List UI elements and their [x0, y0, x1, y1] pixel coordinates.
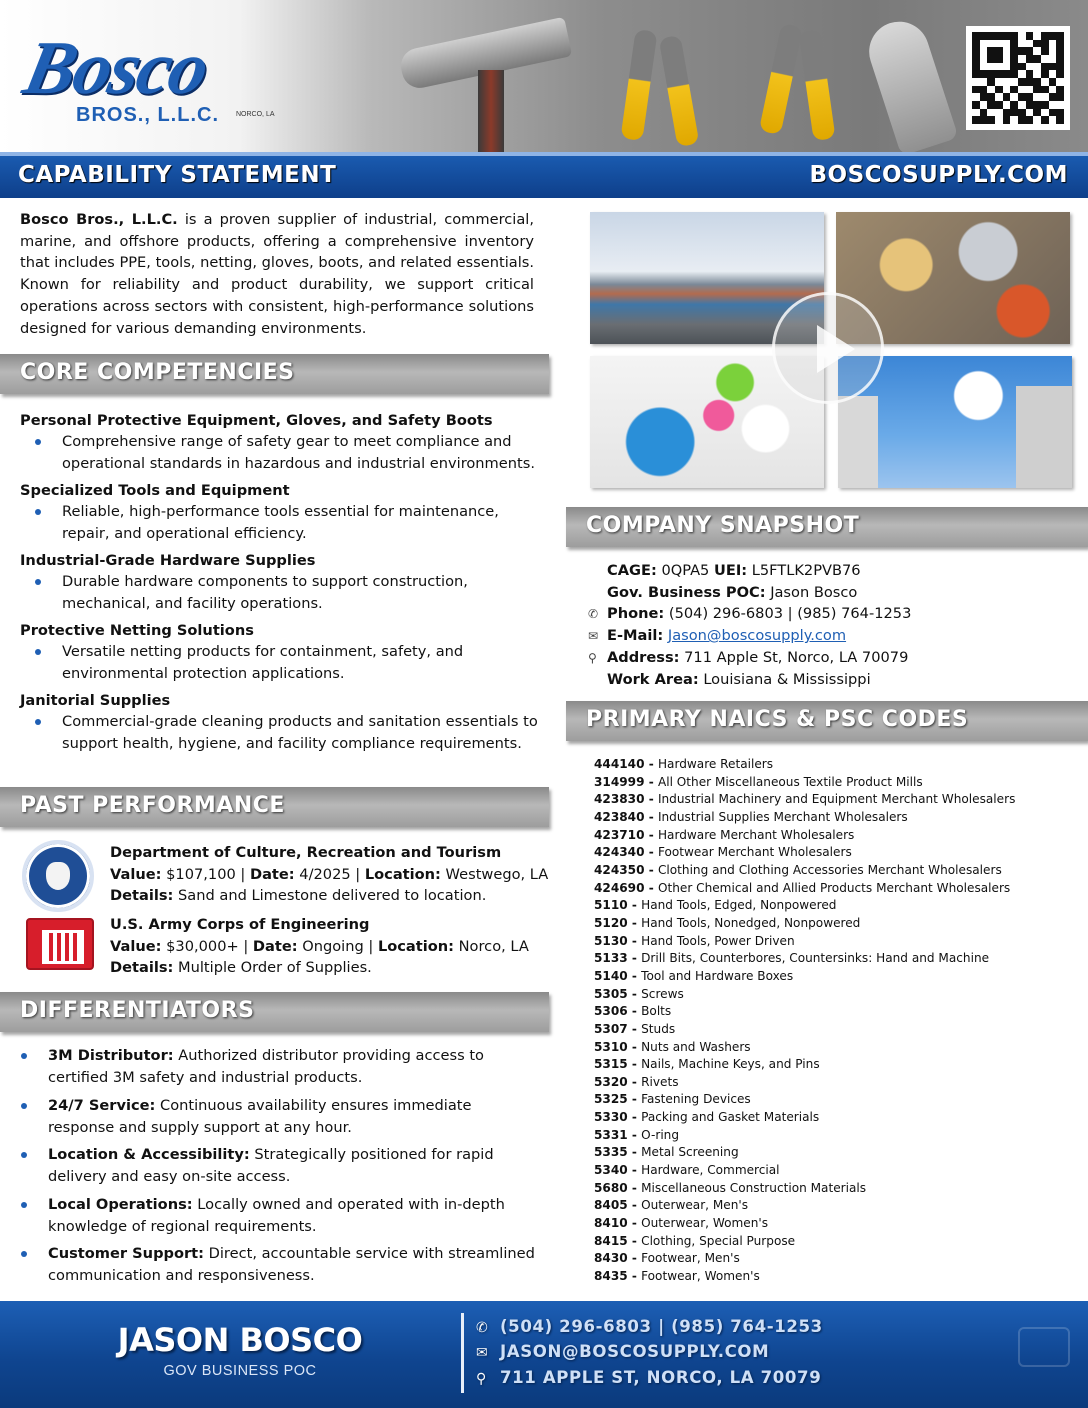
list-item — [20, 550, 540, 615]
company-snapshot-heading — [566, 507, 1088, 547]
section-title: PRIMARY NAICS & PSC CODES — [586, 707, 969, 732]
plier-image — [759, 23, 803, 135]
list-item: 5306 - Bolts — [594, 1004, 672, 1019]
list-item: 8415 - Clothing, Special Purpose — [594, 1233, 796, 1248]
footer-address: ⚲ 711 APPLE ST, NORCO, LA 70079 — [476, 1368, 822, 1387]
list-item: 5340 - Hardware, Commercial — [594, 1163, 780, 1178]
list-item: 5320 - Rivets — [594, 1074, 679, 1089]
army-corps-castle-icon — [26, 918, 94, 970]
address-line: ⚲ Address: 711 Apple St, Norco, LA 70079 — [588, 648, 909, 666]
phone-line: ✆ Phone: (504) 296-6803 | (985) 764-1253 — [588, 605, 912, 623]
list-item: 424340 - Footwear Merchant Wholesalers — [594, 845, 852, 860]
list-item — [20, 480, 540, 545]
list-item — [20, 620, 540, 685]
competency-description: Versatile netting products for containment, safety, and environmental protection applications. — [20, 641, 540, 685]
competency-description: Commercial-grade cleaning products and sanitation essentials to support health, hygiene, and facility compliance requirements. — [20, 711, 540, 755]
list-item: 314999 - All Other Miscellaneous Textile Product Mills — [594, 774, 923, 789]
email-icon: ✉ — [476, 1345, 489, 1361]
list-item: 5330 - Packing and Gasket Materials — [594, 1110, 820, 1125]
phone-icon: ✆ — [476, 1320, 489, 1336]
cage-uei: CAGE: 0QPA5 UEI: L5FTLK2PVB76 — [607, 562, 861, 579]
list-item: Local Operations: Locally owned and operated with in-depth knowledge of regional requirements. — [20, 1194, 540, 1238]
location-pin-icon: ⚲ — [588, 650, 597, 665]
certification-badge-icon — [1018, 1327, 1070, 1367]
section-title: CORE COMPETENCIES — [20, 360, 295, 385]
email-line: ✉ E-Mail: Jason@boscosupply.com — [588, 627, 847, 645]
gov-poc: Gov. Business POC: Jason Bosco — [607, 583, 858, 601]
plier-image — [798, 29, 835, 141]
plier-image — [620, 29, 657, 141]
past-performance-list — [20, 842, 550, 986]
list-item — [20, 914, 550, 986]
list-item: 5130 - Hand Tools, Power Driven — [594, 933, 795, 948]
list-item — [20, 410, 540, 475]
section-title: DIFFERENTIATORS — [20, 998, 255, 1023]
intro-text: is a proven supplier of industrial, commercial, marine, and offshore products, offering a comprehensive inventory that includes PPE, tools, netting, gloves, boots, and related essentials. Known for reliability and product durability, we support critical operations across sectors with consistent, high-performance solutions designed for various demanding environments. — [20, 211, 534, 337]
intro-company-name: Bosco Bros., L.L.C. — [20, 211, 178, 228]
naics-psc-list — [594, 756, 1078, 1286]
list-item: 5140 - Tool and Hardware Boxes — [594, 968, 794, 983]
competency-title: Industrial-Grade Hardware Supplies — [20, 552, 316, 569]
qr-code-pattern — [972, 32, 1064, 124]
document-title: CAPABILITY STATEMENT — [18, 162, 337, 188]
list-item: 5133 - Drill Bits, Counterbores, Countersinks: Hand and Machine — [594, 951, 990, 966]
list-item: 423710 - Hardware Merchant Wholesalers — [594, 827, 855, 842]
intro-paragraph — [20, 209, 534, 339]
contact-role: GOV BUSINESS POC — [163, 1363, 317, 1379]
logo-wordmark: Bosco — [17, 26, 215, 110]
play-icon[interactable] — [772, 292, 884, 404]
competency-title: Janitorial Supplies — [20, 692, 171, 709]
contact-name: JASON BOSCO — [117, 1321, 363, 1359]
list-item: 444140 - Hardware Retailers — [594, 757, 774, 771]
phone-icon: ✆ — [588, 607, 599, 622]
list-item: 423840 - Industrial Supplies Merchant Wholesalers — [594, 809, 908, 824]
competency-title: Specialized Tools and Equipment — [20, 482, 290, 499]
list-item: 3M Distributor: Authorized distributor providing access to certified 3M safety and industrial products. — [20, 1045, 540, 1089]
list-item — [20, 842, 550, 914]
contract-info: Value: $107,100 | Date: 4/2025 | Location: Westwego, LA — [110, 865, 549, 883]
list-item: 423830 - Industrial Machinery and Equipment Merchant Wholesalers — [594, 792, 1016, 807]
list-item — [20, 690, 540, 755]
competency-title: Protective Netting Solutions — [20, 622, 254, 639]
list-item: 5325 - Fastening Devices — [594, 1092, 751, 1107]
core-competencies-heading — [0, 354, 549, 394]
list-item: Customer Support: Direct, accountable service with streamlined communication and responsiveness. — [20, 1243, 540, 1287]
header-banner — [0, 0, 1088, 152]
email-icon: ✉ — [588, 629, 599, 644]
email-link[interactable]: Jason@boscosupply.com — [667, 627, 847, 645]
competency-description: Durable hardware components to support construction, mechanical, and facility operations. — [20, 571, 540, 615]
company-logo[interactable] — [17, 26, 310, 128]
list-item: 8410 - Outerwear, Women's — [594, 1216, 769, 1231]
list-item: 5110 - Hand Tools, Edged, Nonpowered — [594, 898, 837, 913]
list-item: 8405 - Outerwear, Men's — [594, 1198, 749, 1213]
list-item: 424690 - Other Chemical and Allied Products Merchant Wholesalers — [594, 880, 1011, 895]
louisiana-seal-icon — [22, 840, 94, 912]
list-item: 5310 - Nuts and Washers — [594, 1039, 751, 1054]
list-item: 5680 - Miscellaneous Construction Materials — [594, 1180, 867, 1195]
past-performance-heading — [0, 787, 549, 827]
website-link[interactable]: BOSCOSUPPLY.COM — [809, 162, 1068, 188]
differentiators-heading — [0, 992, 549, 1032]
list-item: 8430 - Footwear, Men's — [594, 1251, 740, 1266]
section-title: PAST PERFORMANCE — [20, 793, 285, 818]
list-item: 5315 - Nails, Machine Keys, and Pins — [594, 1057, 820, 1072]
naics-psc-heading — [566, 701, 1088, 741]
list-item: 5120 - Hand Tools, Nonedged, Nonpowered — [594, 915, 861, 930]
list-item: 8435 - Footwear, Women's — [594, 1269, 760, 1284]
photo-collage[interactable] — [590, 212, 1072, 488]
company-snapshot — [588, 560, 1078, 690]
location-pin-icon: ⚲ — [476, 1371, 487, 1387]
footer-contact-bar — [0, 1301, 1088, 1408]
agency-name: Department of Culture, Recreation and Tourism — [110, 844, 502, 861]
section-title: COMPANY SNAPSHOT — [586, 513, 860, 538]
list-item: 5331 - O-ring — [594, 1127, 680, 1142]
competency-title: Personal Protective Equipment, Gloves, and Safety Boots — [20, 412, 493, 429]
core-competencies-list — [20, 410, 540, 760]
list-item: 424350 - Clothing and Clothing Accessories Merchant Wholesalers — [594, 862, 1002, 877]
competency-description: Reliable, high-performance tools essential for maintenance, repair, and operational efficiency. — [20, 501, 540, 545]
list-item: 24/7 Service: Continuous availability ensures immediate response and supply support at any hour. — [20, 1095, 540, 1139]
title-bar — [0, 152, 1088, 198]
footer-divider — [461, 1313, 464, 1393]
list-item: 5305 - Screws — [594, 986, 684, 1001]
competency-description: Comprehensive range of safety gear to meet compliance and operational standards in hazardous and industrial environments. — [20, 431, 540, 475]
hammer-handle-image — [478, 70, 504, 152]
list-item: Location & Accessibility: Strategically positioned for rapid delivery and easy on-site access. — [20, 1144, 540, 1188]
list-item: 5335 - Metal Screening — [594, 1145, 739, 1160]
differentiators-list — [20, 1045, 540, 1293]
list-item: 5307 - Studs — [594, 1021, 676, 1036]
work-area: Work Area: Louisiana & Mississippi — [607, 670, 871, 688]
contract-details: Details: Sand and Limestone delivered to location. — [110, 887, 487, 904]
contract-info: Value: $30,000+ | Date: Ongoing | Location: Norco, LA — [110, 937, 529, 955]
agency-name: U.S. Army Corps of Engineering — [110, 916, 370, 933]
logo-subtitle: BROS., L.L.C. — [76, 104, 219, 126]
plier-image — [659, 35, 700, 147]
wrench-image — [861, 14, 958, 152]
footer-email[interactable]: ✉ JASON@BOSCOSUPPLY.COM — [476, 1342, 770, 1361]
contract-details: Details: Multiple Order of Supplies. — [110, 959, 372, 976]
logo-location: NORCO, LA — [236, 111, 275, 118]
qr-code-icon[interactable] — [966, 26, 1070, 130]
footer-phone[interactable]: ✆ (504) 296-6803 | (985) 764-1253 — [476, 1317, 823, 1336]
